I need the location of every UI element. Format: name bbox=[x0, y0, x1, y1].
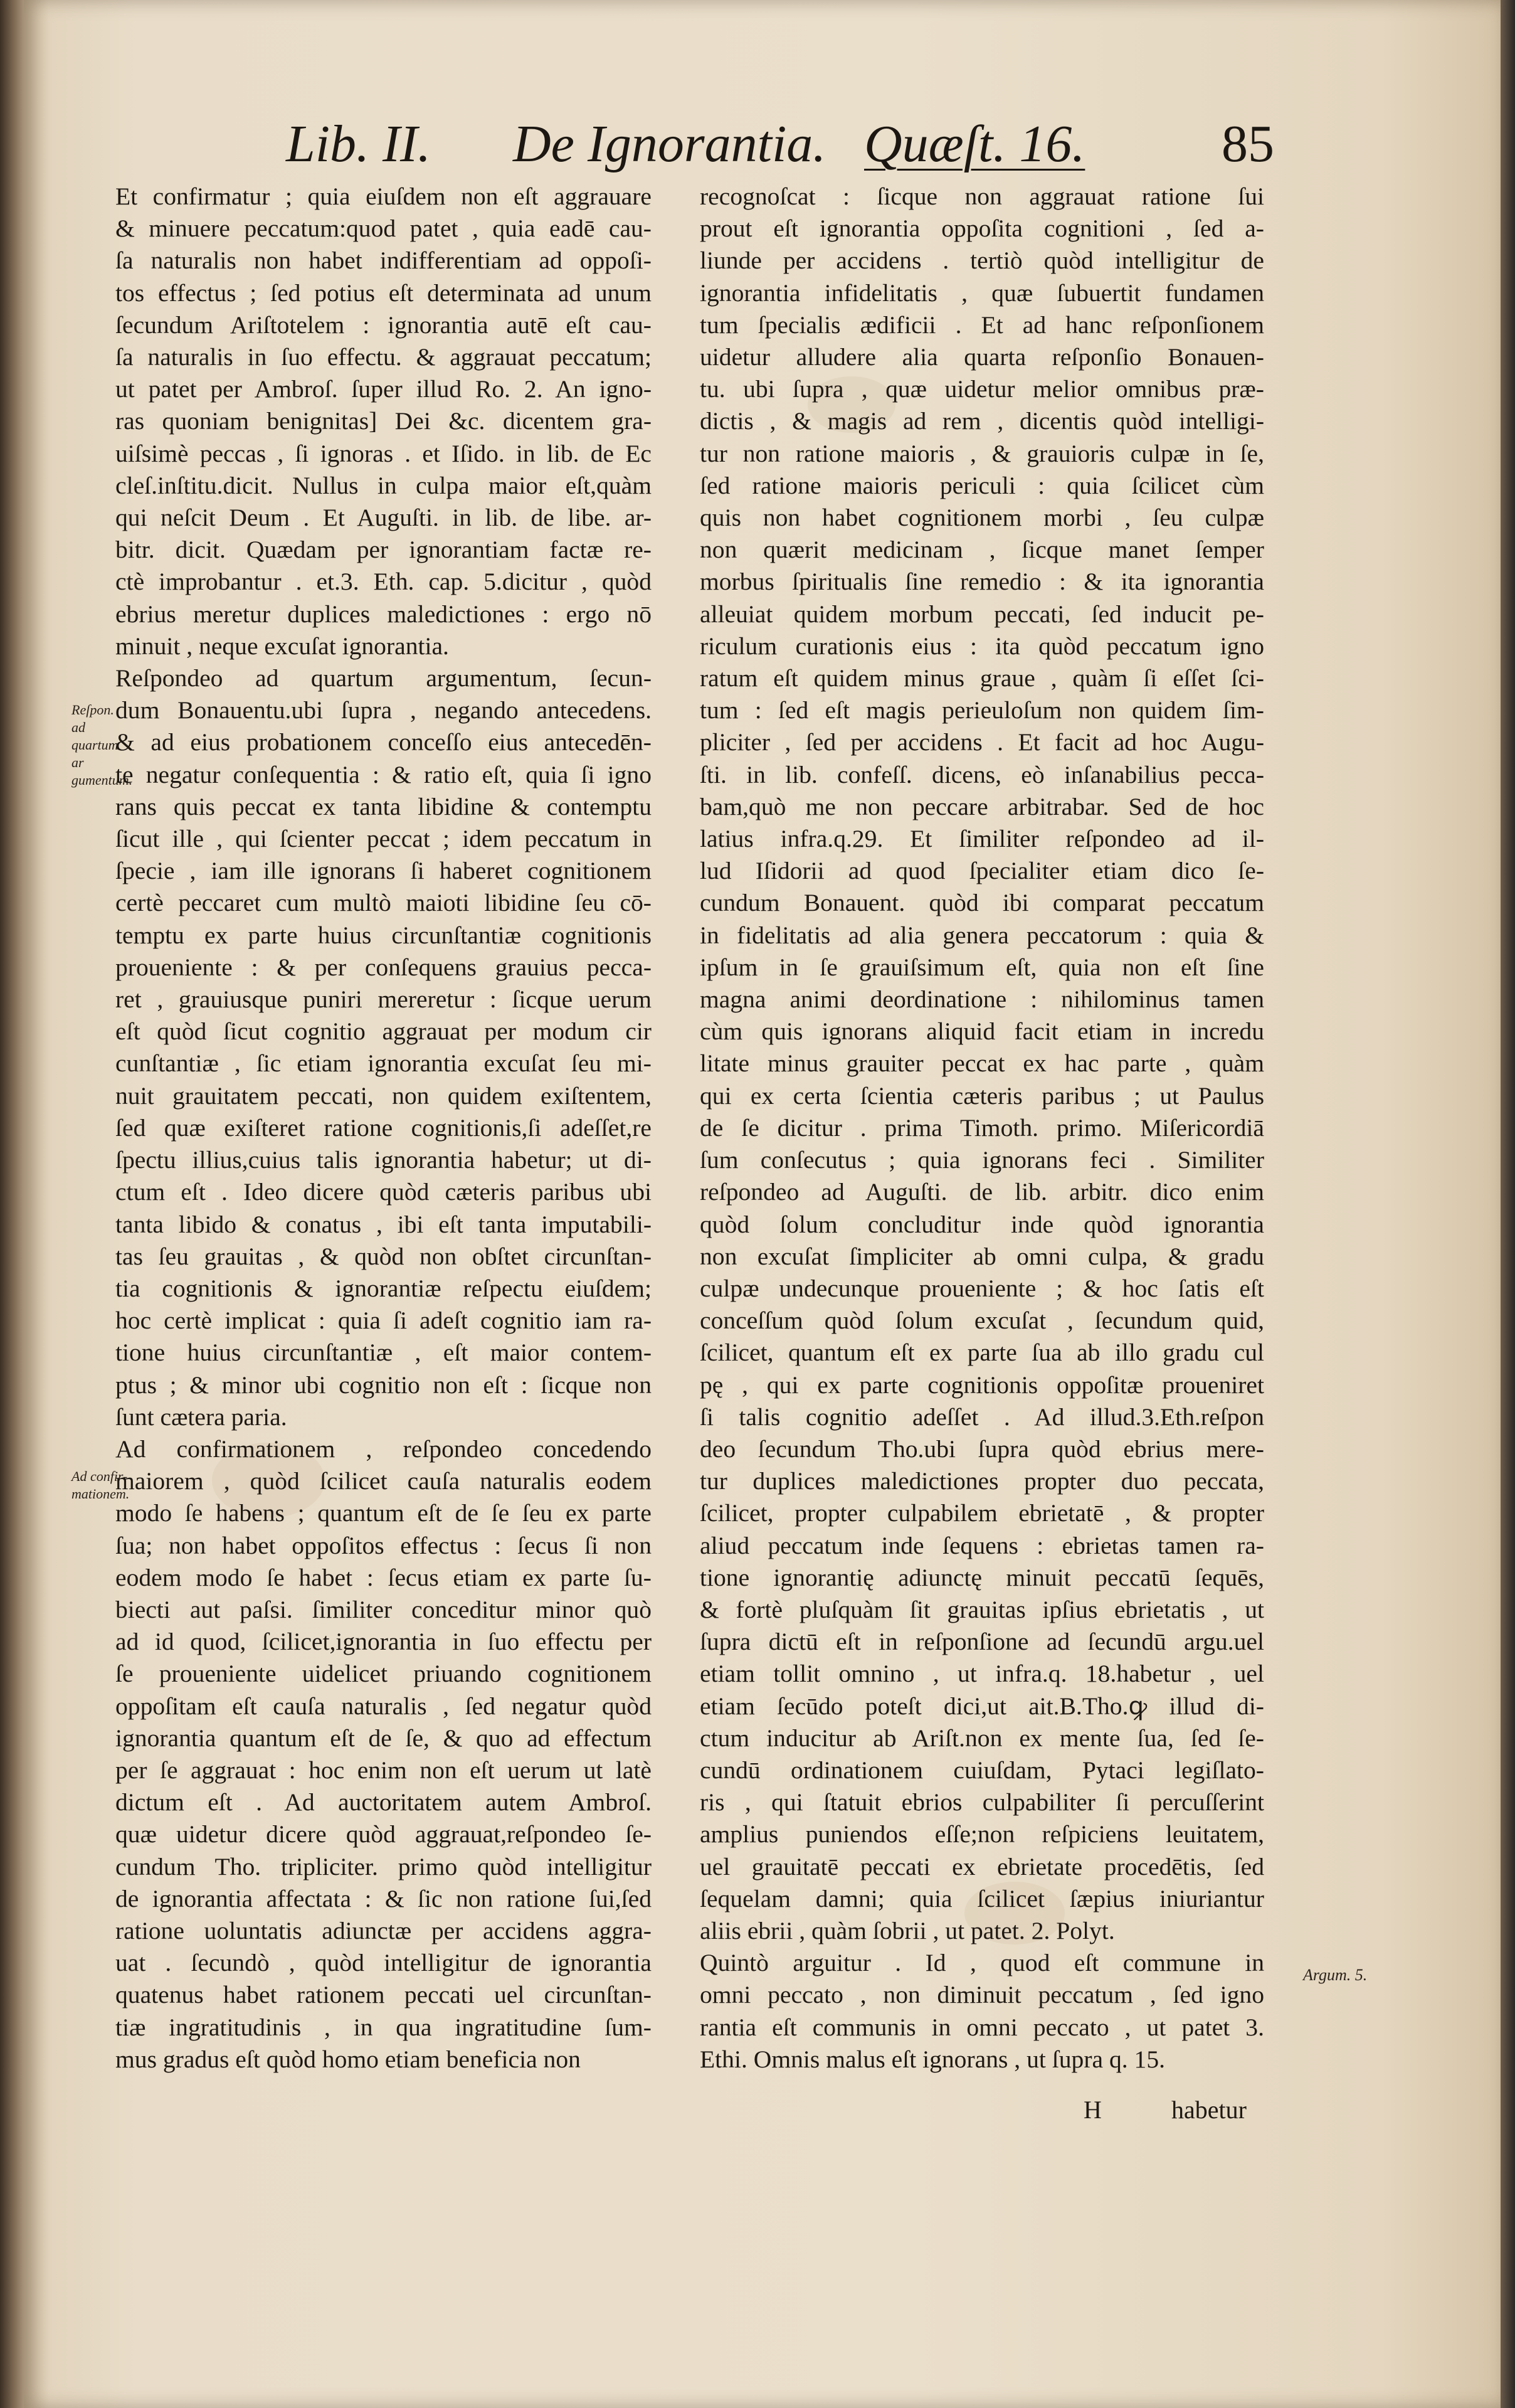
text-line: qui ex certa ſcientia cæteris paribus ; ut Paulus bbox=[700, 1081, 1264, 1110]
text-line: ſe proueniente uidelicet priuando cognitionem bbox=[115, 1660, 652, 1688]
text-line: uiſsimè peccas , ſi ignoras . et Iſido. in lib. de Ec bbox=[115, 439, 652, 467]
text-line: pliciter , ſed per accidens . Et facit ad hoc Augu- bbox=[700, 728, 1264, 756]
text-line: recognoſcat : ſicque non aggrauat ratione ſui bbox=[700, 183, 1264, 210]
text-line: dum Bonauentu.ubi ſupra , negando antecedens. bbox=[115, 696, 652, 724]
text-line: qui neſcit Deum . Et Auguſti. in lib. de libe. ar- bbox=[115, 504, 652, 532]
text-line: alleuiat quidem morbum peccati, ſed inducit pe- bbox=[700, 600, 1264, 628]
text-line: cleſ.inſtitu.dicit. Nullus in culpa maior eſt,quàm bbox=[115, 471, 652, 499]
text-line: ctum eſt . Ideo dicere quòd cæteris paribus ubi bbox=[115, 1178, 652, 1206]
text-line: eſt quòd ſicut cognitio aggrauat per modum cir bbox=[115, 1017, 652, 1046]
text-line: ignorantia infidelitatis , quæ ſubuertit fundamen bbox=[700, 278, 1264, 307]
text-line: ris , qui ſtatuit ebrios culpabiliter ſi percuſſerint bbox=[700, 1788, 1264, 1817]
text-line: per ſe aggrauat : hoc enim non eſt uerum ut latè bbox=[115, 1756, 652, 1784]
book-page bbox=[24, 0, 1501, 2408]
text-line: tos effectus ; ſed potius eſt determinata ad unum bbox=[115, 278, 652, 307]
text-line: modo ſe habens ; quantum eſt de ſe ſeu ex parte bbox=[115, 1499, 652, 1527]
running-header bbox=[24, 107, 1501, 182]
text-line: proueniente : & per conſequens grauius pecca- bbox=[115, 953, 652, 981]
text-line: ſupra dictū eſt in reſponſione ad ſecundū argu.uel bbox=[700, 1628, 1264, 1656]
text-line: minuit , neque excuſat ignorantia. bbox=[115, 632, 449, 660]
margin-note-confirmation: Ad confir-mationem. bbox=[71, 1468, 130, 1502]
header-book: Lib. II. bbox=[286, 115, 431, 173]
text-line: ratum eſt quidem minus graue , quàm ſi eſſet ſci- bbox=[700, 664, 1264, 692]
text-line: rantia eſt communis in omni peccato , ut patet 3. bbox=[700, 2013, 1264, 2041]
text-line: uel grauitatē peccati ex ebrietate procedētis, ſed bbox=[700, 1852, 1264, 1880]
text-line: ſum conſecutus ; quia ignorans feci . Similiter bbox=[700, 1146, 1264, 1174]
text-line: & ad eius probationem conceſſo eius antecedēn- bbox=[115, 728, 652, 756]
text-line: ſed quæ exiſteret ratione cognitionis,ſi adeſſet,re bbox=[115, 1113, 652, 1142]
text-line: biecti aut paſsi. ſimiliter conceditur minor quò bbox=[115, 1595, 652, 1623]
text-line: in fidelitatis ad alia genera peccatorum : quia & bbox=[700, 921, 1264, 949]
text-line: pę , qui ex parte cognitionis oppoſitæ proueniret bbox=[700, 1371, 1264, 1399]
text-line: culpæ undecunque proueniente ; & hoc ſatis eſt bbox=[700, 1274, 1264, 1302]
previous-page-edge bbox=[0, 0, 24, 2408]
text-line: tione ignorantię adiunctę minuit peccatū ſequēs, bbox=[700, 1563, 1264, 1591]
text-line: quis non habet cognitionem morbi , ſeu culpæ bbox=[700, 504, 1264, 532]
text-line: ptus ; & minor ubi cognitio non eſt : ſicque non bbox=[115, 1371, 652, 1399]
text-line: lud Iſidorii ad quod ſpecialiter etiam dico ſe- bbox=[700, 857, 1264, 885]
text-line: & fortè pluſquàm ſit grauitas ipſius ebrietatis , ut bbox=[700, 1595, 1264, 1623]
text-line: magna animi deordinatione : nihilominus tamen bbox=[700, 985, 1264, 1014]
text-line: tione huius circunſtantiæ , eſt maior contem- bbox=[115, 1339, 652, 1367]
text-line: ſi talis cognitio adeſſet . Ad illud.3.Eth.reſpon bbox=[700, 1403, 1264, 1431]
text-line: liunde per accidens . tertiò quòd intelligitur de bbox=[700, 247, 1264, 275]
text-line: tum ſpecialis ædificii . Et ad hanc reſponſionem bbox=[700, 310, 1264, 339]
text-line: certè peccaret cum multò maioti libidine ſeu cō- bbox=[115, 889, 652, 917]
text-line: ctè improbantur . et.3. Eth. cap. 5.dicitur , quòd bbox=[115, 568, 652, 596]
text-line: bitr. dicit. Quædam per ignorantiam factæ re- bbox=[115, 536, 652, 564]
text-line: aliis ebrii , quàm ſobrii , ut patet. 2. Polyt. bbox=[700, 1916, 1115, 1944]
text-line: maiorem , quòd ſcilicet cauſa naturalis eodem bbox=[115, 1467, 652, 1495]
text-line: tur non ratione maioris , & grauioris culpæ in ſe, bbox=[700, 439, 1264, 467]
text-line: etiam tollit omnino , ut infra.q. 18.habetur , uel bbox=[700, 1660, 1264, 1688]
text-line: & minuere peccatum:quod patet , quia eadē cau- bbox=[115, 215, 652, 243]
text-line: ſa naturalis non habet indifferentiam ad oppoſi- bbox=[115, 247, 652, 275]
text-line: oppoſitam eſt cauſa naturalis , ſed negatur quòd bbox=[115, 1692, 652, 1720]
text-line: hoc certè implicat : quia ſi adeſt cognitio iam ra- bbox=[115, 1307, 652, 1335]
text-line: cundum Bonauent. quòd ibi comparat peccatum bbox=[700, 889, 1264, 917]
text-line: reſpondeo ad Auguſti. de lib. arbitr. dico enim bbox=[700, 1178, 1264, 1206]
text-line: ſecundum Ariſtotelem : ignorantia autē eſt cau- bbox=[115, 310, 652, 339]
right-text-column bbox=[700, 181, 1264, 2076]
text-line: ſed ratione maioris periculi : quia ſcilicet cùm bbox=[700, 471, 1264, 499]
text-line: temptu ex parte huius circunſtantiæ cognitionis bbox=[115, 921, 652, 949]
text-line: tum : ſed eſt magis perieuloſum non quidem ſim- bbox=[700, 696, 1264, 724]
text-line: ad id quod, ſcilicet,ignorantia in ſuo effectu per bbox=[115, 1628, 652, 1656]
text-line: conceſſum quòd ſolum excuſat , ſecundum quid, bbox=[700, 1307, 1264, 1335]
left-text-column bbox=[115, 181, 652, 2076]
catchword: habetur bbox=[1171, 2096, 1247, 2124]
text-line: quòd ſolum concluditur inde quòd ignorantia bbox=[700, 1210, 1264, 1238]
text-line: mus gradus eſt quòd homo etiam beneficia non bbox=[115, 2045, 581, 2073]
text-line: non excuſat ſimpliciter ab omni culpa, & gradu bbox=[700, 1242, 1264, 1270]
text-line: cunſtantiæ , ſic etiam ignorantia excuſat ſeu mi- bbox=[115, 1049, 652, 1078]
text-line: amplius puniendos eſſe;non reſpiciens leuitatem, bbox=[700, 1820, 1264, 1848]
text-line: tia cognitionis & ignorantiæ reſpectu eiuſdem; bbox=[115, 1274, 652, 1302]
text-line: deo ſecundum Tho.ubi ſupra quòd ebrius mere- bbox=[700, 1435, 1264, 1463]
text-line: cundum Tho. tripliciter. primo quòd intelligitur bbox=[115, 1852, 652, 1880]
text-line: uidetur alludere alia quarta reſponſio Bonauen- bbox=[700, 343, 1264, 371]
text-line: quatenus habet rationem peccati uel circunſtan- bbox=[115, 1981, 652, 2009]
text-line: etiam ſecūdo poteſt dici,ut ait.B.Tho.ꝙ illud di- bbox=[700, 1692, 1264, 1720]
text-line: nuit grauitatem peccati, non quidem exiſtentem, bbox=[115, 1081, 652, 1110]
text-line: ras quoniam benignitas] Dei &c. dicentem gra- bbox=[115, 407, 652, 435]
text-line: ſpectu illius,cuius talis ignorantia habetur; ut di- bbox=[115, 1146, 652, 1174]
text-line: ctum inducitur ab Ariſt.non ex mente ſua, ſed ſe- bbox=[700, 1724, 1264, 1752]
text-line: litate minus grauiter peccat ex hac parte , quàm bbox=[700, 1049, 1264, 1078]
text-line: ſua; non habet oppoſitos effectus : ſecus ſi non bbox=[115, 1531, 652, 1559]
text-line: rans quis peccat ex tanta libidine & contemptu bbox=[115, 792, 652, 820]
text-line: ignorantia quantum eſt de ſe, & quo ad effectum bbox=[115, 1724, 652, 1752]
text-line: ut patet per Ambroſ. ſuper illud Ro. 2. An igno- bbox=[115, 375, 652, 403]
text-line: morbus ſpiritualis ſine remedio : & ita ignorantia bbox=[700, 568, 1264, 596]
text-line: ſunt cætera paria. bbox=[115, 1403, 287, 1431]
text-line: tas ſeu grauitas , & quòd non obſtet circunſtan- bbox=[115, 1242, 652, 1270]
text-line: latius infra.q.29. Et ſimiliter reſpondeo ad il- bbox=[700, 825, 1264, 853]
text-line: ſpecie , iam ille ignorans ſi haberet cognitionem bbox=[115, 857, 652, 885]
header-title: De Ignorantia. bbox=[513, 115, 826, 173]
text-line: bam,quò me non peccare arbitrabar. Sed de hoc bbox=[700, 792, 1264, 820]
text-line: ſa naturalis in ſuo effectu. & aggrauat peccatum; bbox=[115, 343, 652, 371]
text-line: Reſpondeo ad quartum argumentum, ſecun- bbox=[115, 664, 652, 692]
text-line: ſcilicet, quantum eſt ex parte ſua ab illo gradu cul bbox=[700, 1339, 1264, 1367]
text-line: ret , grauiusque puniri mereretur : ſicque uerum bbox=[115, 985, 652, 1014]
text-line: quæ uidetur dicere quòd aggrauat,reſpondeo ſe- bbox=[115, 1820, 652, 1848]
text-line: tiæ ingratitudinis , in qua ingratitudine ſum- bbox=[115, 2013, 652, 2041]
text-line: non quærit medicinam , ſicque manet ſemper bbox=[700, 536, 1264, 564]
text-line: tu. ubi ſupra , quæ uidetur melior omnibus præ- bbox=[700, 375, 1264, 403]
text-line: Et confirmatur ; quia eiuſdem non eſt aggrauare bbox=[115, 183, 652, 210]
text-line: riculum curationis eius : ita quòd peccatum igno bbox=[700, 632, 1264, 660]
text-line: tanta libido & conatus , ibi eſt tanta imputabili- bbox=[115, 1210, 652, 1238]
margin-note-response-4: Reſpon. ad quartum ar gumentum. bbox=[71, 702, 133, 788]
text-line: Ad confirmationem , reſpondeo concedendo bbox=[115, 1435, 652, 1463]
text-line: omni peccato , non diminuit peccatum , ſed igno bbox=[700, 1981, 1264, 2009]
text-line: dictis , & magis ad rem , dicentis quòd intelligi- bbox=[700, 407, 1264, 435]
text-line: tur duplices maledictiones propter duo peccata, bbox=[700, 1467, 1264, 1495]
text-line: eodem modo ſe habet : ſecus etiam ex parte ſu- bbox=[115, 1563, 652, 1591]
text-line: dictum eſt . Ad auctoritatem autem Ambroſ. bbox=[115, 1788, 652, 1817]
text-line: cundū ordinationem cuiuſdam, Pytaci legiſlato- bbox=[700, 1756, 1264, 1784]
text-line: Ethi. Omnis malus eſt ignorans , ut ſupra q. 15. bbox=[700, 2045, 1166, 2073]
text-line: ſcilicet, propter culpabilem ebrietatē , & propter bbox=[700, 1499, 1264, 1527]
text-line: uat . ſecundò , quòd intelligitur de ignorantia bbox=[115, 1949, 652, 1977]
page-edge-shadow bbox=[1501, 0, 1515, 2408]
text-line: aliud peccatum inde ſequens : ebrietas tamen ra- bbox=[700, 1531, 1264, 1559]
text-line: ratione uoluntatis adiunctæ per accidens aggra- bbox=[115, 1916, 652, 1944]
text-line: ſicut ille , qui ſcienter peccat ; idem peccatum in bbox=[115, 825, 652, 853]
text-line: de ſe dicitur . prima Timoth. primo. Miſericordiā bbox=[700, 1113, 1264, 1142]
text-line: ebrius meretur duplices maledictiones : ergo nō bbox=[115, 600, 652, 628]
text-line: ſti. in lib. confeſſ. dicens, eò inſanabilius pecca- bbox=[700, 760, 1264, 788]
text-line: te negatur conſequentia : & ratio eſt, quia ſi igno bbox=[115, 760, 652, 788]
text-line: ipſum in ſe grauiſsimum eſt, quia non eſt ſine bbox=[700, 953, 1264, 981]
signature-mark: H bbox=[1084, 2096, 1102, 2124]
text-line: de ignorantia affectata : & ſic non ratione ſui,ſed bbox=[115, 1884, 652, 1912]
text-line: prout eſt ignorantia oppoſita cognitioni , ſed a- bbox=[700, 215, 1264, 243]
page-number: 85 bbox=[1222, 115, 1274, 173]
text-line: cùm quis ignorans aliquid facit etiam in incredu bbox=[700, 1017, 1264, 1046]
text-line: Quintò arguitur . Id , quod eſt commune in bbox=[700, 1949, 1264, 1977]
margin-note-argument-5: Argum. 5. bbox=[1303, 1966, 1368, 1984]
header-quaestio: Quæſt. 16. bbox=[864, 115, 1085, 173]
text-line: ſequelam damni; quia ſcilicet ſæpius iniuriantur bbox=[700, 1884, 1264, 1912]
